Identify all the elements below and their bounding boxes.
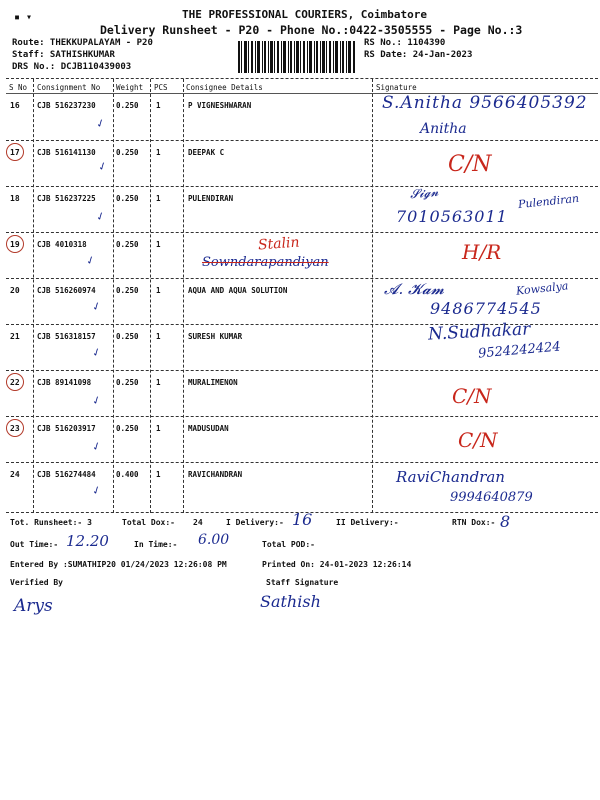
check-mark-icon: ✓ xyxy=(84,252,98,269)
row-divider xyxy=(6,462,598,463)
row-consignee: PULENDIRAN xyxy=(188,194,234,203)
row-pcs: 1 xyxy=(156,332,161,341)
column-divider xyxy=(113,79,114,513)
staff-signature: Sathish xyxy=(260,592,321,611)
column-divider xyxy=(33,79,34,513)
row-pcs: 1 xyxy=(156,378,161,387)
row-signature: RaviChandran xyxy=(396,468,505,486)
row-sno: 21 xyxy=(10,332,20,341)
in-time-label: In Time:- xyxy=(134,540,178,549)
row-signature: N.Sudhakar xyxy=(427,319,531,345)
row-consignee: RAVICHANDRAN xyxy=(188,470,243,479)
row-pcs: 1 xyxy=(156,148,161,157)
row-sno: 17 xyxy=(10,148,20,157)
rtn-dox-value: 8 xyxy=(500,512,511,531)
total-pod-label: Total POD:- xyxy=(262,540,315,549)
row-weight: 0.250 xyxy=(116,148,139,157)
check-mark-icon: ✓ xyxy=(90,482,104,499)
row-sno: 22 xyxy=(10,378,20,387)
row-signature: H/R xyxy=(462,240,502,264)
row-consignee: AQUA AND AQUA SOLUTION xyxy=(188,286,288,295)
column-divider xyxy=(183,79,184,513)
entered-by: Entered By :SUMATHIP20 01/24/2023 12:26:08 PM xyxy=(10,560,227,569)
check-mark-icon: ✓ xyxy=(96,158,110,175)
row-signature-secondary: 9524242424 xyxy=(477,339,562,362)
row-weight: 0.400 xyxy=(116,470,139,479)
row-divider xyxy=(6,278,598,279)
row-divider xyxy=(6,416,598,417)
row-signature: Kowsalya xyxy=(515,279,570,298)
row-signature-secondary: Anitha xyxy=(420,121,467,137)
check-mark-icon: ✓ xyxy=(94,115,108,132)
row-signature-secondary: 9994640879 xyxy=(450,490,533,505)
total-dox-value: 24 xyxy=(193,518,203,527)
rs-number: RS No.: 1104390 xyxy=(364,38,446,48)
runsheet-title: Delivery Runsheet - P20 - Phone No.:0422-3505555 - Page No.:3 xyxy=(100,23,523,37)
row-consignee: MADUSUDAN xyxy=(188,424,229,433)
row-sno: 18 xyxy=(10,194,20,203)
row-pcs: 1 xyxy=(156,424,161,433)
staff-label: Staff: SATHISHKUMAR xyxy=(12,50,115,60)
col-header-signature: Signature xyxy=(376,83,417,92)
company-title: THE PROFESSIONAL COURIERS, Coimbatore xyxy=(182,8,428,21)
row-sno: 19 xyxy=(10,240,20,249)
row-consignee: Sowndarapandiyan xyxy=(202,255,329,270)
row-sno: 20 xyxy=(10,286,20,295)
row-pcs: 1 xyxy=(156,194,161,203)
row-consignment: CJB 516141130 xyxy=(37,148,96,157)
row-divider xyxy=(6,370,598,371)
row-consignee: DEEPAK C xyxy=(188,148,225,157)
row-pcs: 1 xyxy=(156,101,161,110)
col-header-weight: Weight xyxy=(116,83,144,92)
col-header-consignee: Consignee Details xyxy=(186,83,263,92)
drs-number: DRS No.: DCJB110439003 xyxy=(12,62,132,72)
row-weight: 0.250 xyxy=(116,194,139,203)
row-weight: 0.250 xyxy=(116,240,139,249)
staff-signature-label: Staff Signature xyxy=(266,578,339,587)
column-divider xyxy=(150,79,151,513)
row-consignee: SURESH KUMAR xyxy=(188,332,243,341)
row-signature: C/N xyxy=(448,152,492,177)
tot-runsheet: Tot. Runsheet:- 3 xyxy=(10,518,92,527)
row-signature-secondary: 7010563011 xyxy=(396,207,508,226)
stalin-annotation: Stalin xyxy=(257,234,301,254)
row-weight: 0.250 xyxy=(116,101,139,110)
row-weight: 0.250 xyxy=(116,378,139,387)
signature-scribble: 𝓢𝓲𝓰𝓷 xyxy=(409,184,440,202)
row-consignment: CJB 516237230 xyxy=(37,101,96,110)
row-consignment: CJB 516318157 xyxy=(37,332,96,341)
row-signature: Pulendiran xyxy=(517,191,580,212)
check-mark-icon: ✓ xyxy=(90,392,104,409)
verified-signature: Arys xyxy=(14,596,53,616)
check-mark-icon: ✓ xyxy=(90,438,104,455)
row-consignment: CJB 516274484 xyxy=(37,470,96,479)
row-consignee: MURALIMENON xyxy=(188,378,238,387)
row-pcs: 1 xyxy=(156,240,161,249)
check-mark-icon: ✓ xyxy=(90,344,104,361)
row-weight: 0.250 xyxy=(116,286,139,295)
row-divider xyxy=(6,186,598,187)
col-header-consignment: Consignment No xyxy=(37,83,101,92)
row-consignment: CJB 516260974 xyxy=(37,286,96,295)
signature-scribble: 𝓐. 𝓚𝓪𝓶 xyxy=(384,280,445,298)
i-delivery-value: 16 xyxy=(292,510,313,529)
row-divider xyxy=(6,232,598,233)
row-consignment: CJB 516203917 xyxy=(37,424,96,433)
rs-date: RS Date: 24-Jan-2023 xyxy=(364,50,473,60)
check-mark-icon: ✓ xyxy=(90,298,104,315)
row-divider xyxy=(6,140,598,141)
row-sno: 23 xyxy=(10,424,20,433)
check-mark-icon: ✓ xyxy=(94,208,108,225)
verified-by-label: Verified By xyxy=(10,578,63,587)
out-time-label: Out Time:- xyxy=(10,540,59,549)
scan-mark-icon: ▪ ▾ xyxy=(14,12,33,23)
row-sno: 24 xyxy=(10,470,20,479)
rtn-dox-label: RTN Dox:- xyxy=(452,518,496,527)
col-header-pcs: PCS xyxy=(154,83,168,92)
column-divider xyxy=(372,79,373,513)
route-label: Route: THEKKUPALAYAM - P20 xyxy=(12,38,153,48)
row-signature: C/N xyxy=(458,428,498,452)
row-pcs: 1 xyxy=(156,470,161,479)
row-consignee: P VIGNESHWARAN xyxy=(188,101,252,110)
col-header-sno: S No xyxy=(9,83,28,92)
table-top-rule xyxy=(6,78,598,79)
row-consignment: CJB 4010318 xyxy=(37,240,87,249)
barcode xyxy=(238,41,356,73)
row-consignment: CJB 89141098 xyxy=(37,378,92,387)
i-delivery-label: I Delivery:- xyxy=(226,518,284,527)
row-consignment: CJB 516237225 xyxy=(37,194,96,203)
row-weight: 0.250 xyxy=(116,332,139,341)
in-time-value: 6.00 xyxy=(198,532,230,548)
row-signature: C/N xyxy=(452,384,492,408)
printed-on: Printed On: 24-01-2023 12:26:14 xyxy=(262,560,412,569)
row-sno: 16 xyxy=(10,101,20,110)
ii-delivery-label: II Delivery:- xyxy=(336,518,399,527)
row-pcs: 1 xyxy=(156,286,161,295)
row-weight: 0.250 xyxy=(116,424,139,433)
row-signature: S.Anitha 9566405392 xyxy=(382,93,588,113)
row-signature-secondary: 9486774545 xyxy=(430,299,542,318)
total-dox-label: Total Dox:- xyxy=(122,518,175,527)
out-time-value: 12.20 xyxy=(66,532,109,550)
